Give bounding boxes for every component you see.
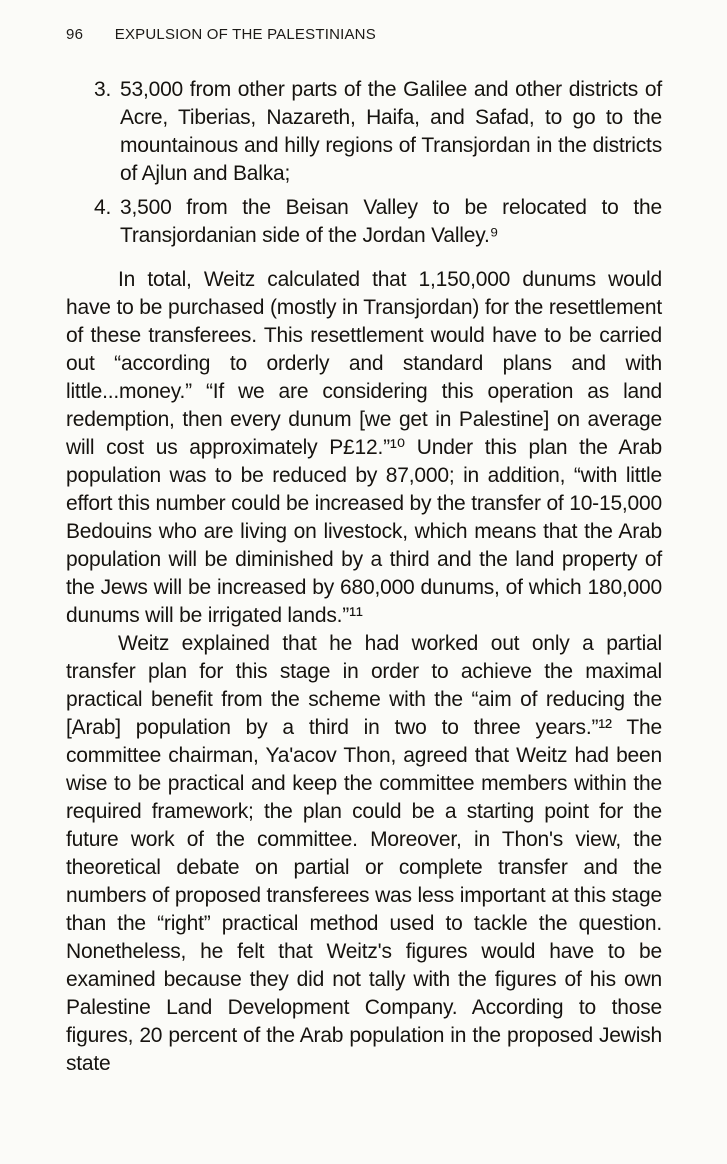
list-item-number: 3.	[94, 78, 112, 101]
list-item	[94, 76, 662, 188]
page-body	[66, 76, 662, 1078]
page-number: 96	[66, 26, 84, 43]
page-header	[66, 26, 661, 43]
running-head: EXPULSION OF THE PALESTINIANS	[114, 26, 376, 43]
numbered-list	[94, 76, 662, 250]
paragraph: In total, Weitz calculated that 1,150,000 dunums would have to be purchased (mostly in Transjordan) for the resettlement of these transferees. This resettlement would have to be carried out “according to orderly and standard plans and with little...money.” “If we are considering this operation as land redemption, then every dunum [we get in Palestine] on average will cost us approximately P£12.”¹⁰ Under this plan the Arab population was to be reduced by 87,000; in addition, “with little effort this number could be increased by the transfer of 10-15,000 Bedouins who are living on livestock, which means that the Arab population will be diminished by a third and the land property of the Jews will be increased by 680,000 dunums, of which 180,000 dunums will be irrigated lands.”¹¹	[66, 268, 662, 627]
paragraph: Weitz explained that he had worked out only a partial transfer plan for this stage in order to achieve the maximal practical benefit from the scheme with the “aim of reducing the [Arab] population by a third in two to three years.”¹² The committee chairman, Ya'acov Thon, agreed that Weitz had been wise to be practical and keep the committee members within the required framework; the plan could be a starting point for the future work of the committee. Moreover, in Thon's view, the theoretical debate on partial or complete transfer and the numbers of proposed transferees was less important at this stage than the “right” practical method used to tackle the question. Nonetheless, he felt that Weitz's figures would have to be examined because they did not tally with the figures of his own Palestine Land Development Company. According to those figures, 20 percent of the Arab population in the proposed Jewish state	[66, 632, 662, 1075]
list-item-text: 53,000 from other parts of the Galilee and other districts of Acre, Tiberias, Nazareth, Haifa, and Safad, to go to the mountainous and hilly regions of Transjordan in the districts of Ajlun and Balka;	[120, 78, 662, 185]
list-item-text: 3,500 from the Beisan Valley to be relocated to the Transjordanian side of the Jordan Valley.⁹	[120, 196, 662, 247]
list-item	[94, 194, 662, 250]
list-item-number: 4.	[94, 196, 112, 219]
